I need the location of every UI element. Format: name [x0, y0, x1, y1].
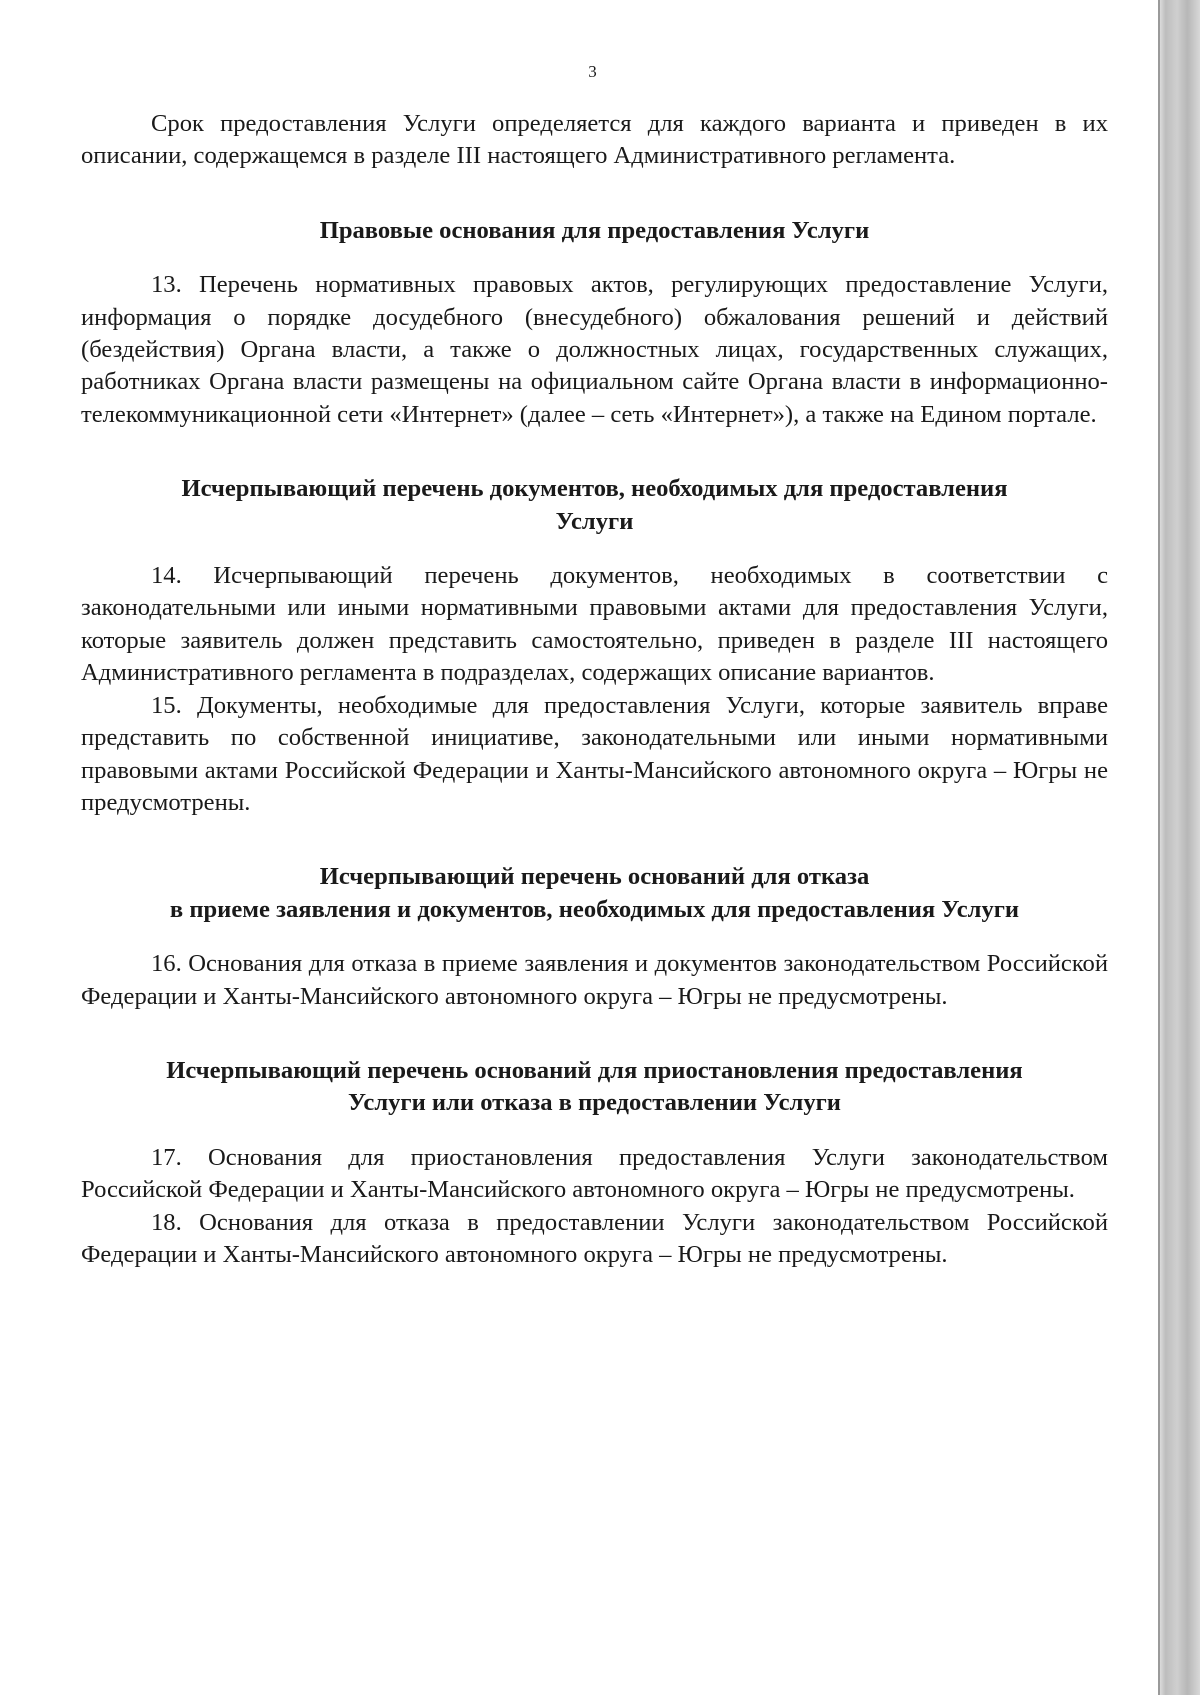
- heading-line: в приеме заявления и документов, необходимых для предоставления Услуги: [169, 895, 1020, 923]
- heading-line: Исчерпывающий перечень документов, необходимых для предоставления: [181, 475, 1008, 503]
- paragraph-16: 16. Основания для отказа в приеме заявления и документов законодательством Российской Федерации и Ханты-Мансийского автономного округа – Югры не предусмотрены.: [81, 950, 1108, 1010]
- heading-line: Услуги: [555, 507, 634, 535]
- section-heading-refusal-acceptance: [81, 861, 1108, 926]
- paragraph-17: 17. Основания для приостановления предоставления Услуги законодательством Российской Федерации и Ханты-Мансийского автономного округа – Югры не предусмотрены.: [81, 1143, 1108, 1204]
- page-number: 3: [588, 62, 597, 81]
- intro-paragraph: Срок предоставления Услуги определяется для каждого варианта и приведен в их описании, содержащемся в разделе III настоящего Административного регламента.: [81, 110, 1108, 170]
- heading-line: Исчерпывающий перечень оснований для приостановления предоставления: [166, 1056, 1023, 1084]
- paragraph-15: 15. Документы, необходимые для предоставления Услуги, которые заявитель вправе представить по собственной инициативе, законодательными или иными нормативными правовыми актами Российской Федерации и Ханты-Мансийского автономного округа – Югры не предусмотрены.: [81, 691, 1108, 816]
- document-body: [81, 108, 1108, 1271]
- section-heading-legal-basis: Правовые основания для предоставления Услуги: [319, 216, 870, 244]
- scan-edge-shadow: [1158, 0, 1200, 1695]
- heading-line: Услуги или отказа в предоставлении Услуги: [348, 1089, 841, 1117]
- paragraph-14: 14. Исчерпывающий перечень документов, необходимых в соответствии с законодательными или иными нормативными правовыми актами для предоставления Услуги, которые заявитель должен представить самостоятельно, приведен в разделе III настоящего Административного регламента в подразделах, содержащих описание вариантов.: [81, 562, 1108, 687]
- heading-line: Исчерпывающий перечень оснований для отказа: [319, 863, 870, 891]
- section-heading-documents-list: [81, 473, 1108, 538]
- paragraph-18: 18. Основания для отказа в предоставлении Услуги законодательством Российской Федерации и Ханты-Мансийского автономного округа – Югры не предусмотрены.: [81, 1208, 1108, 1268]
- section-heading-suspension-refusal: [81, 1055, 1108, 1120]
- paragraph-13: 13. Перечень нормативных правовых актов, регулирующих предоставление Услуги, информация о порядке досудебного (внесудебного) обжалования решений и действий (бездействия) Органа власти, а также о должностных лицах, государственных служащих, работниках Органа власти размещены на официальном сайте Органа власти в информационно-телекоммуникационной сети «Интернет» (далее – сеть «Интернет»), а также на Едином портале.: [81, 271, 1108, 428]
